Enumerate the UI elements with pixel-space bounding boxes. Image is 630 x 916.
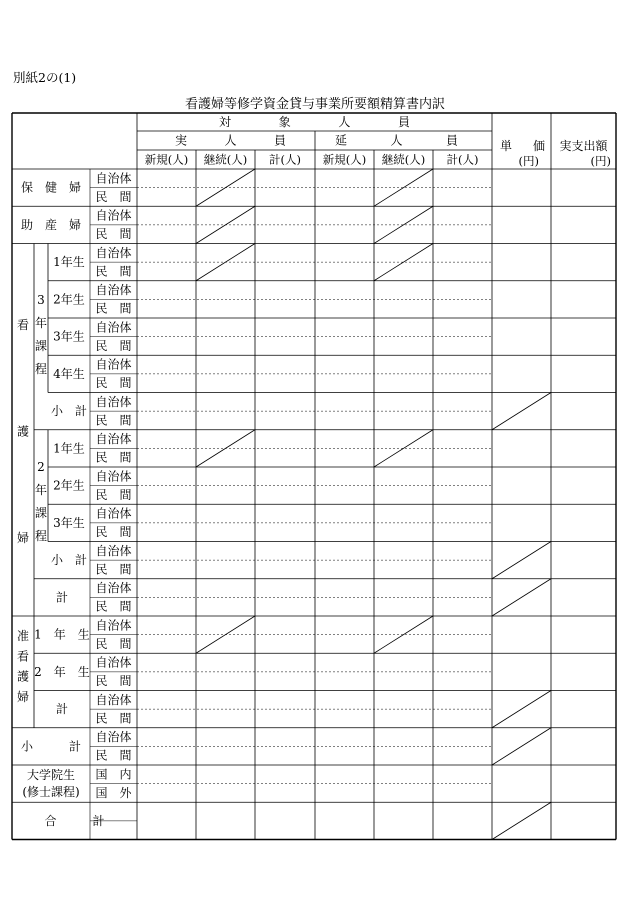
sublabel-minkan: 民 間 bbox=[95, 338, 132, 353]
sublabel-jichitai: 自治体 bbox=[95, 245, 132, 260]
row-label-3nen-katei-char: 課 bbox=[34, 339, 48, 353]
row-label-shushi: (修士課程) bbox=[22, 785, 80, 799]
row-label-shokei-total: 小 計 bbox=[20, 739, 82, 754]
header-jitsu-jinin-char: 人 bbox=[224, 133, 237, 148]
sublabel-jichitai: 自治体 bbox=[95, 394, 132, 409]
sublabel-jichitai: 自治体 bbox=[95, 283, 132, 298]
sublabel-minkan: 民 間 bbox=[95, 711, 132, 726]
row-label-3nen-katei-char: 3 bbox=[37, 293, 45, 307]
sublabel-kokunai: 国 内 bbox=[95, 767, 132, 782]
sublabel-jichitai: 自治体 bbox=[95, 692, 132, 707]
header-subcol-label: 新規(人) bbox=[322, 152, 367, 167]
row-label-kangofu-char: 看 bbox=[16, 318, 30, 332]
row-label-josanpu: 助 産 婦 bbox=[20, 217, 82, 232]
form-number-label: 別紙2の(1) bbox=[13, 70, 77, 85]
header-subcol-label: 継続(人) bbox=[381, 152, 426, 167]
sublabel-minkan: 民 間 bbox=[95, 487, 132, 502]
sublabel-jichitai: 自治体 bbox=[95, 543, 132, 558]
na-slash bbox=[492, 542, 551, 579]
row-label-3nen-katei-char: 程 bbox=[34, 362, 48, 376]
row-label-2nensei: 2年生 bbox=[53, 292, 85, 307]
sublabel-jichitai: 自治体 bbox=[95, 618, 132, 633]
sublabel-jichitai: 自治体 bbox=[95, 208, 132, 223]
sublabel-jichitai: 自治体 bbox=[95, 357, 132, 372]
row-label-3nensei: 3年生 bbox=[53, 329, 85, 344]
sublabel-minkan: 民 間 bbox=[95, 450, 132, 465]
header-jisshi-unit: (円) bbox=[590, 154, 611, 168]
sublabel-jichitai: 自治体 bbox=[95, 171, 132, 186]
header-subcol-label: 計(人) bbox=[269, 152, 301, 167]
header-subcol-label: 新規(人) bbox=[144, 152, 189, 167]
row-label-hokenpu: 保 健 婦 bbox=[20, 180, 82, 195]
row-label-3nen-katei-char: 年 bbox=[34, 316, 48, 330]
na-slash bbox=[492, 691, 551, 728]
sublabel-jichitai: 自治体 bbox=[95, 506, 132, 521]
sublabel-minkan: 民 間 bbox=[95, 674, 132, 689]
row-label-junkangofu-char: 護 bbox=[16, 669, 30, 684]
sublabel-minkan: 民 間 bbox=[95, 189, 132, 204]
row-label-2nen-katei-char: 年 bbox=[34, 483, 48, 497]
na-slash bbox=[492, 802, 551, 839]
sublabel-minkan: 民 間 bbox=[95, 301, 132, 316]
row-label-2nensei: 2年生 bbox=[53, 478, 85, 493]
row-label-kangofu-char: 婦 bbox=[16, 531, 30, 545]
row-label-kei: 計 bbox=[55, 590, 69, 605]
sublabel-jichitai: 自治体 bbox=[95, 655, 132, 670]
row-label-junkangofu-char: 看 bbox=[16, 649, 30, 664]
row-label-shokei: 小 計 bbox=[50, 553, 88, 568]
header-tanka-char: 価 bbox=[532, 139, 546, 153]
header-subcol-label: 計(人) bbox=[446, 152, 479, 167]
row-label-jun-2nensei: 2 年 生 bbox=[34, 664, 90, 679]
sublabel-minkan: 民 間 bbox=[95, 562, 132, 577]
header-jisshi-label: 実支出額 bbox=[559, 139, 608, 153]
sublabel-minkan: 民 間 bbox=[95, 413, 132, 428]
row-label-shokei: 小 計 bbox=[50, 404, 88, 419]
header-taisho-jinin-char: 人 bbox=[338, 115, 351, 129]
sublabel-minkan: 民 間 bbox=[95, 525, 132, 540]
row-label-4nensei: 4年生 bbox=[53, 366, 85, 381]
row-label-2nen-katei-char: 課 bbox=[34, 506, 48, 520]
sublabel-minkan: 民 間 bbox=[95, 376, 132, 391]
header-subcol-label: 継続(人) bbox=[203, 152, 248, 167]
header-taisho-jinin-char: 象 bbox=[278, 115, 291, 129]
sublabel-jichitai: 自治体 bbox=[95, 730, 132, 745]
sublabel-minkan: 民 間 bbox=[95, 636, 132, 651]
header-jitsu-jinin-char: 員 bbox=[273, 133, 287, 148]
header-tanka-char: 単 bbox=[499, 139, 513, 153]
sublabel-jichitai: 自治体 bbox=[95, 432, 132, 447]
row-label-junkangofu-char: 婦 bbox=[16, 690, 30, 704]
row-label-jun-kei: 計 bbox=[55, 702, 69, 717]
row-label-kangofu-char: 護 bbox=[16, 424, 30, 439]
sublabel-minkan: 民 間 bbox=[95, 748, 132, 763]
row-label-junkangofu-char: 准 bbox=[16, 629, 30, 643]
sublabel-kokugai: 国 外 bbox=[95, 785, 132, 800]
sublabel-minkan: 民 間 bbox=[95, 599, 132, 614]
header-tanka-unit: (円) bbox=[518, 154, 539, 168]
sublabel-minkan: 民 間 bbox=[95, 227, 132, 242]
sublabel-jichitai: 自治体 bbox=[95, 581, 132, 596]
header-nobe-jinin-char: 人 bbox=[390, 133, 403, 148]
na-slash bbox=[492, 728, 551, 765]
row-label-1nensei: 1年生 bbox=[53, 441, 85, 456]
header-taisho-jinin-char: 対 bbox=[218, 115, 232, 129]
row-label-daigakuin: 大学院生 bbox=[26, 768, 76, 782]
sublabel-minkan: 民 間 bbox=[95, 264, 132, 279]
document-title: 看護婦等修学資金貸与事業所要額精算書内訳 bbox=[184, 97, 445, 112]
header-nobe-jinin-char: 延 bbox=[334, 133, 348, 148]
sublabel-jichitai: 自治体 bbox=[95, 320, 132, 335]
na-slash bbox=[492, 393, 551, 430]
row-label-2nen-katei-char: 2 bbox=[37, 460, 45, 474]
row-label-1nensei: 1年生 bbox=[53, 255, 85, 270]
row-label-2nen-katei-char: 程 bbox=[34, 529, 48, 543]
na-slash bbox=[492, 579, 551, 616]
row-label-3nensei: 3年生 bbox=[53, 515, 85, 530]
header-jitsu-jinin-char: 実 bbox=[174, 133, 188, 148]
sublabel-jichitai: 自治体 bbox=[95, 469, 132, 484]
header-nobe-jinin-char: 員 bbox=[445, 133, 459, 148]
row-label-jun-1nensei: 1 年 生 bbox=[34, 627, 90, 642]
header-taisho-jinin-char: 員 bbox=[397, 115, 411, 129]
row-label-gokei: 合 計 bbox=[44, 813, 105, 828]
